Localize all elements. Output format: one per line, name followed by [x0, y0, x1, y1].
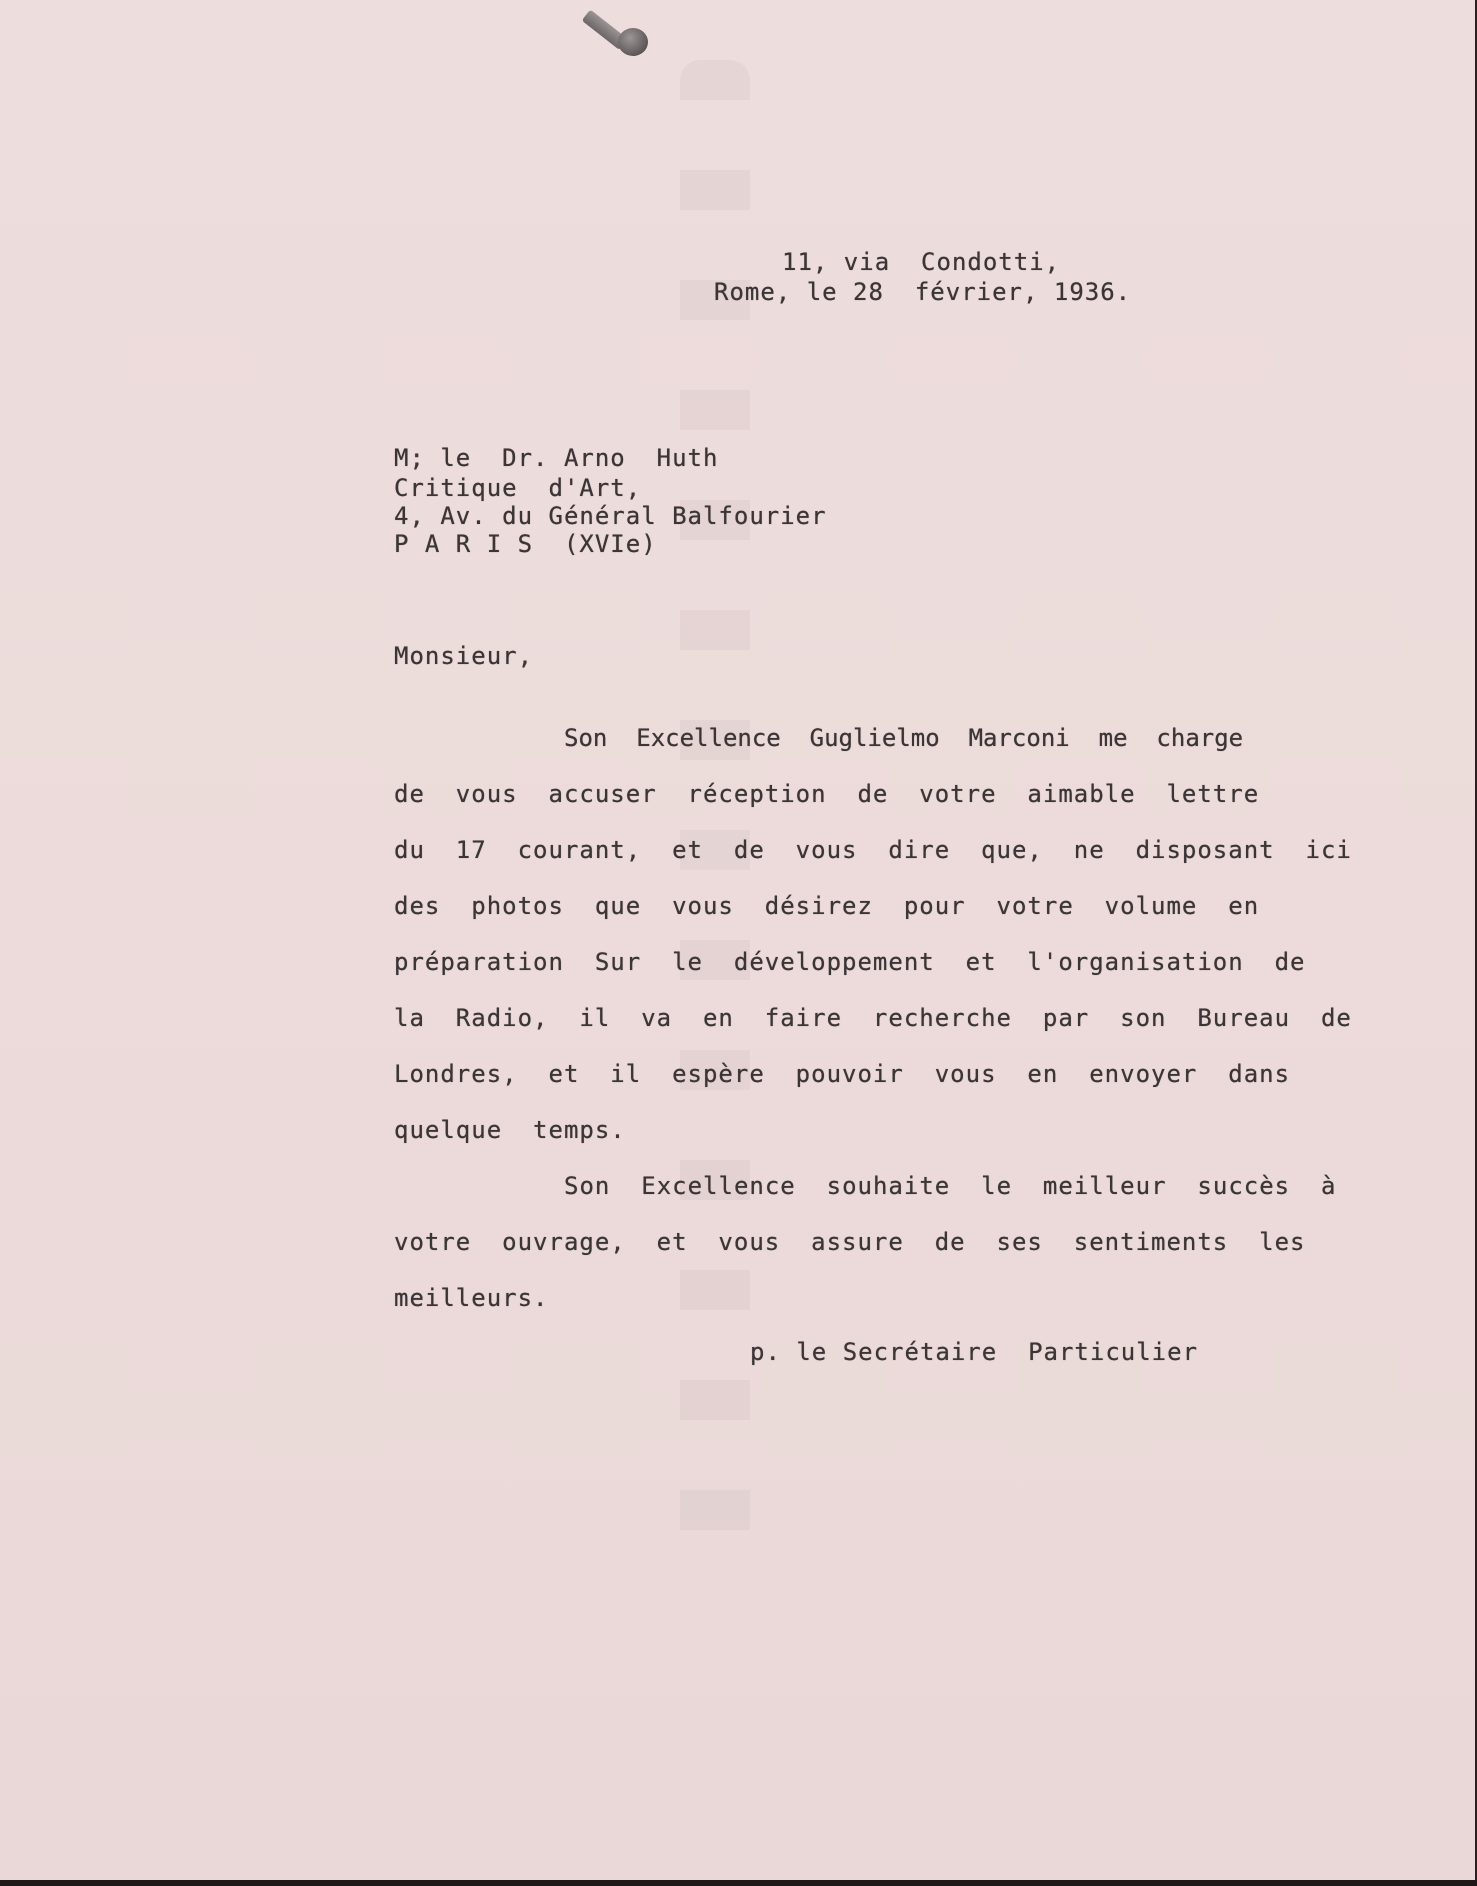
recipient-city: P A R I S (XVIe)	[394, 530, 657, 558]
body-line-3: du 17 courant, et de vous dire que, ne disposant ici	[394, 836, 1352, 864]
body-line-6: la Radio, il va en faire recherche par son Bureau de	[394, 1004, 1352, 1032]
recipient-title: Critique d'Art,	[394, 474, 642, 502]
body-line-5: préparation Sur le développement et l'organisation de	[394, 948, 1306, 976]
salutation: Monsieur,	[394, 642, 534, 670]
body-line-7: Londres, et il espère pouvoir vous en envoyer dans	[394, 1060, 1291, 1088]
pin-head	[618, 28, 648, 56]
signature-line: p. le Secrétaire Particulier	[750, 1338, 1199, 1366]
body-line-10: votre ouvrage, et vous assure de ses sentiments les	[394, 1228, 1306, 1256]
body-line-8: quelque temps.	[394, 1116, 626, 1144]
scan-edge-bottom	[0, 1880, 1477, 1886]
recipient-name: M; le Dr. Arno Huth	[394, 444, 719, 472]
body-text: Son Excellence Guglielmo Marconi me charge	[564, 724, 1244, 752]
letter-date: Rome, le 28 février, 1936.	[714, 278, 1132, 306]
body-line-11: meilleurs.	[394, 1284, 549, 1312]
body-line-9: Son Excellence souhaite le meilleur succès à	[564, 1172, 1337, 1200]
body-line-4: des photos que vous désirez pour votre volume en	[394, 892, 1260, 920]
sender-street: 11, via Condotti,	[782, 248, 1061, 276]
body-line-1	[564, 724, 1357, 752]
body-line-2: de vous accuser réception de votre aimable lettre	[394, 780, 1260, 808]
recipient-street: 4, Av. du Général Balfourier	[394, 502, 827, 530]
